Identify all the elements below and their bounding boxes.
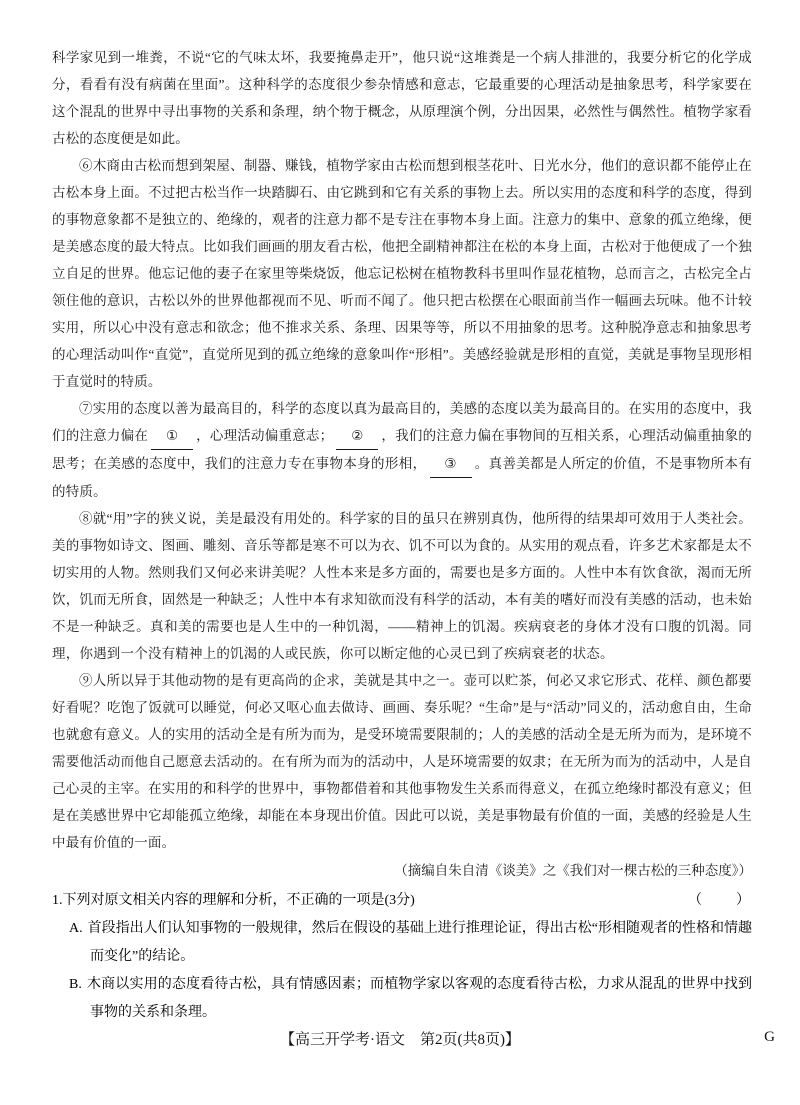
passage-paragraph-7 bbox=[52, 395, 752, 505]
option-b-text: 木商以实用的态度看待古松，具有情感因素；而植物学家以客观的态度看待古松，力求从混乱的世界中找到事物的关系和条理。 bbox=[86, 977, 752, 1020]
option-a-text: 首段指出人们认知事物的一般规律，然后在假设的基础上进行推理论证，得出古松“形相随观者的性格和情趣而变化”的结论。 bbox=[87, 921, 752, 964]
paragraph-7-segment: ⑦实用的态度以善为最高目的，科学的态度以真为最高目的，美感的态度以美为最高目的。在实用的态度中，我们的注意力偏在 bbox=[52, 401, 752, 443]
option-b bbox=[69, 971, 752, 1027]
source-attribution: （摘编自朱自清《谈美》之《我们对一棵古松的三种态度》） bbox=[394, 863, 752, 878]
paragraph-7-segment: 。真善美都是人所定的价值，不是事物所本有的特质。 bbox=[52, 456, 753, 499]
question-1-stem: 1.下列对原文相关内容的理解和分析，不正确的一项是(3分) bbox=[52, 893, 415, 908]
passage-area bbox=[52, 44, 752, 1027]
answer-brackets: （ ） bbox=[688, 893, 752, 908]
version-letter: G bbox=[764, 1029, 775, 1045]
fill-blank-2: ② bbox=[336, 422, 378, 450]
footer-page-label: 【高三开学考·语文 第2页(共8页)】 bbox=[280, 1032, 520, 1048]
passage-paragraph-9: ⑨人所以异于其他动物的是有更高尚的企求，美就是其中之一。壶可以贮茶，何必又求它形式、花样、颜色都要好看呢？吃饱了饭就可以睡觉，何必又呕心血去做诗、画画、奏乐呢？“生命”是与“活动”同义的，活动愈自由，生命也就愈有意义。人的实用的活动全是有所为而为，是受环境需要限制的；人的美感的活动全是无所为而为，是环境不需要他活动而他自己愿意去活动的。在有所为而为的活动中，人是环境需要的奴隶；在无所为而为的活动中，人是自己心灵的主宰。在实用的和科学的世界中，事物都借着和其他事物发生关系而得意义，在孤立绝缘时都没有意义；但是在美感世界中它却能孤立绝缘，却能在本身现出价值。因此可以说，美是事物最有价值的一面，美感的经验是人生中最有价值的一面。 bbox=[52, 673, 752, 850]
question-1 bbox=[52, 887, 752, 1027]
option-a bbox=[69, 915, 752, 971]
paragraph-7-segment: ，心理活动偏重意志； bbox=[196, 428, 334, 443]
passage-paragraph-5-continuation: 科学家见到一堆粪，不说“它的气味太坏，我要掩鼻走开”，他只说“这堆粪是一个病人排泄的，我要分析它的化学成分，看看有没有病菌在里面”。这种科学的态度很少参杂情感和意志，它最重要的心理活动是抽象思考，科学家要在这个混乱的世界中寻出事物的关系和条理，纳个物于概念，从原理演个例，分出因果，必然性与偶然性。植物学家看古松的态度便是如此。 bbox=[52, 50, 752, 146]
fill-blank-1: ① bbox=[151, 422, 193, 450]
paragraph-7-segment: ，我们的注意力偏在事物间的互相关系，心理活动偏重抽象的思考；在美感的态度中，我们的注意力专在事物本身的形相， bbox=[52, 428, 753, 471]
passage-paragraph-6: ⑥木商由古松而想到架屋、制器、赚钱，植物学家由古松而想到根茎花叶、日光水分，他们的意识都不能停止在古松本身上面。不过把古松当作一块踏脚石、由它跳到和它有关系的事物上去。所以实用的态度和科学的态度，得到的事物意象都不是独立的、绝缘的，观者的注意力都不是专注在事物本身上面。注意力的集中、意象的孤立绝缘，便是美感态度的最大特点。比如我们画画的朋友看古松，他把全副精神都注在松的本身上面，古松对于他便成了一个独立自足的世界。他忘记他的妻子在家里等柴烧饭，他忘记松树在植物教科书里叫作显花植物，总而言之，古松完全占领住他的意识，古松以外的世界他都视而不见、听而不闻了。他只把古松摆在心眼面前当作一幅画去玩味。他不计较实用，所以心中没有意志和欲念；他不推求关系、条理、因果等等，所以不用抽象的思考。这种脱净意志和抽象思考的心理活动叫作“直觉”，直觉所见到的孤立绝缘的意象叫作“形相”。美感经验就是形相的直觉，美就是事物呈现形相于直觉时的特质。 bbox=[52, 158, 752, 389]
option-a-label: A. bbox=[69, 921, 83, 936]
option-b-label: B. bbox=[69, 977, 82, 992]
passage-paragraph-8: ⑧就“用”字的狭义说，美是最没有用处的。科学家的目的虽只在辨别真伪，他所得的结果却可效用于人类社会。美的事物如诗文、图画、雕刻、音乐等都是寒不可以为衣、饥不可以为食的。从实用的观点看，许多艺术家都是太不切实用的人物。然则我们又何必来讲美呢？人性本来是多方面的，需要也是多方面的。人性中本有饮食欲，渴而无所饮，饥而无所食，固然是一种缺乏；人性中本有求知欲而没有科学的活动，本有美的嗜好而没有美感的活动，也未始不是一种缺乏。真和美的需要也是人生中的一种饥渴，——精神上的饥渴。疾病衰老的身体才没有口腹的饥渴。同理，你遇到一个没有精神上的饥渴的人或民族，你可以断定他的心灵已到了疾病衰老的状态。 bbox=[52, 511, 752, 661]
page-footer bbox=[0, 1028, 800, 1049]
fill-blank-3: ③ bbox=[430, 450, 472, 478]
